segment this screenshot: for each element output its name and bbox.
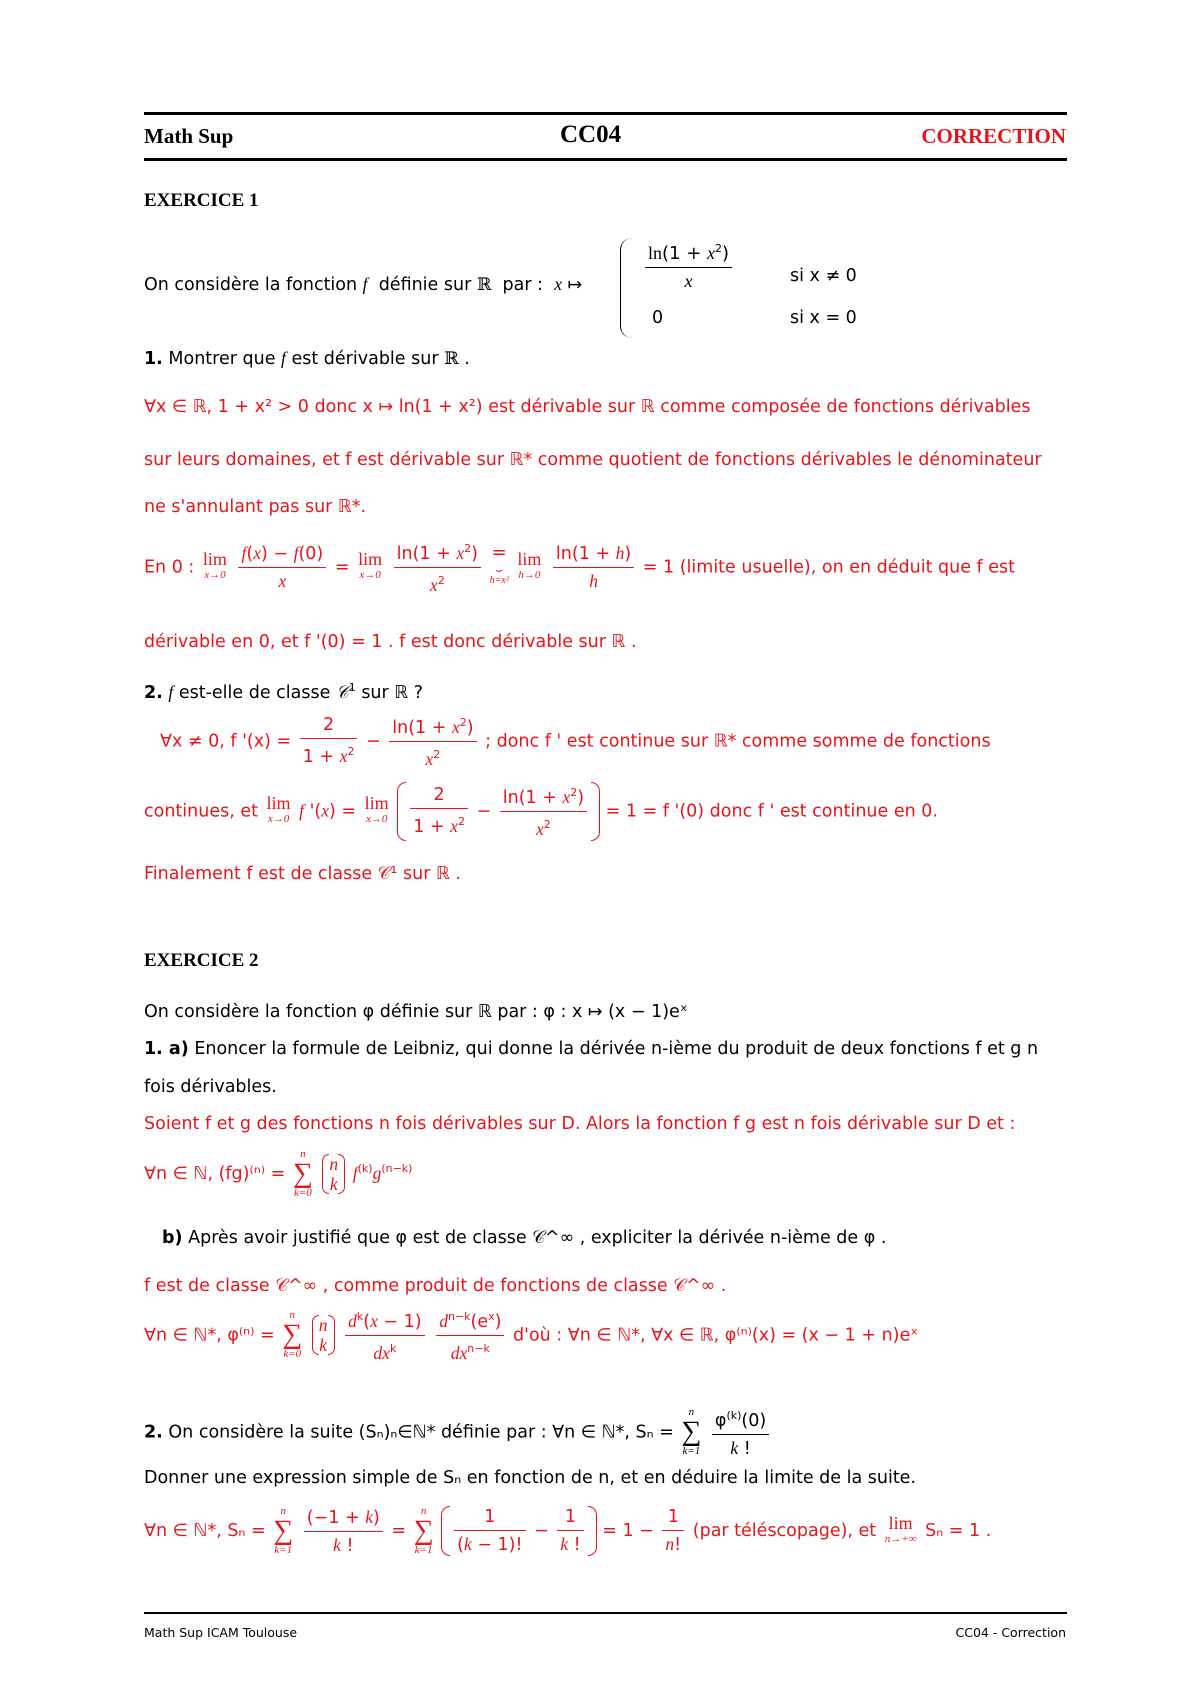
ex1-answer-1-line3: ne s'annulant pas sur ℝ*. xyxy=(144,497,367,517)
ex2-intro: On considère la fonction φ définie sur ℝ par : φ : x ↦ (x − 1)eˣ xyxy=(144,1002,688,1022)
ex2-question-2-line2: Donner une expression simple de Sₙ en fonction de n, et en déduire la limite de la suite. xyxy=(144,1468,917,1488)
footer-right: CC04 - Correction xyxy=(955,1625,1066,1640)
case1-cond: si x ≠ 0 xyxy=(790,266,857,286)
ex1-answer-1-line2: sur leurs domaines, et f est dérivable sur ℝ* comme quotient de fonctions dérivables le dénominateur xyxy=(144,450,1042,470)
ex2-answer-1b-line1: f est de classe 𝒞^∞ , comme produit de fonctions de classe 𝒞^∞ . xyxy=(144,1276,727,1296)
header-left: Math Sup xyxy=(144,124,234,148)
ex1-answer-1-limit: En 0 : lim x→0 $\frac{f(x) - f(0)}{x}$ = lim x→0 $\frac{\ln(1 + x^2)}{x^2}$ = ⏟ h=x² lim h→0 $\frac{\ln(1 + h)}{h}$ = 1 (limite usuelle), on en déduit que f est xyxy=(144,538,1015,597)
ex2-question-2: 2. On considère la suite (Sₙ)ₙ∈ℕ* définie par : ∀n ∈ ℕ*, Sₙ = n ∑ k=1 $\frac{\varphi^{(k)}(0)}{k !}$ xyxy=(144,1405,772,1460)
brace xyxy=(620,238,634,338)
footer-rule xyxy=(144,1612,1067,1614)
ex1-answer-2-line3: Finalement f est de classe 𝒞¹ sur ℝ . xyxy=(144,864,461,884)
ex2-answer-1a-leibniz: ∀n ∈ ℕ, (fg)⁽ⁿ⁾ = n ∑ k=0 n k $f^{(k)}g^{(n-k)}$ xyxy=(144,1148,413,1199)
ex1-answer-1-line5: dérivable en 0, et f '(0) = 1 . f est donc dérivable sur ℝ . xyxy=(144,632,637,652)
ex1-answer-2-line2: continues, et lim x→0 f '(x) = lim x→0 $\frac{2}{1 + x^2}$ − $\frac{\ln(1 + x^2)}{x^2}$ = 1 = f '(0) donc f ' est continue en 0. xyxy=(144,782,938,841)
ex1-question-1: 1. Montrer que f est dérivable sur ℝ . xyxy=(144,348,470,369)
header-top-rule xyxy=(144,112,1067,115)
header-bottom-rule xyxy=(144,158,1067,161)
case2-val: 0 xyxy=(652,308,664,328)
footer-left: Math Sup ICAM Toulouse xyxy=(144,1625,298,1640)
ex1-answer-1-line1: ∀x ∈ ℝ, 1 + x² > 0 donc x ↦ ln(1 + x²) est dérivable sur ℝ comme composée de fonctions dérivables xyxy=(144,397,1031,417)
ex2-question-1b: b) Après avoir justifié que φ est de classe 𝒞^∞ , expliciter la dérivée n-ième de φ . xyxy=(162,1228,887,1248)
header-center: CC04 xyxy=(560,121,622,148)
exercise-2-title: EXERCICE 2 xyxy=(144,950,259,971)
ex2-answer-1a-line1: Soient f et g des fonctions n fois dérivables sur D. Alors la fonction f g est n fois dérivable sur D et : xyxy=(144,1114,1016,1134)
ex2-question-1a: 1. a) Enoncer la formule de Leibniz, qui donne la dérivée n-ième du produit de deux fonctions f et g n xyxy=(144,1039,1039,1059)
case2-cond: si x = 0 xyxy=(790,308,857,328)
ex2-answer-2: ∀n ∈ ℕ*, Sₙ = n ∑ k=1 $\frac{(-1 + k)}{k !}$ = n ∑ k=1 $\frac{1}{(k - 1)!}$ − $\frac{1}{k !}$ = 1 − $\frac{1}{n!}$ (par téléscopage), et lim n→+∞ Sₙ = 1 . xyxy=(144,1505,992,1556)
ex1-answer-2-line1: ∀x ≠ 0, f '(x) = $\frac{2}{1 + x^2}$ − $\frac{\ln(1 + x^2)}{x^2}$ ; donc f ' est continue sur ℝ* comme somme de fonctions xyxy=(160,712,991,771)
ex1-intro: On considère la fonction f définie sur ℝ par : x ↦ xyxy=(144,274,583,295)
ex2-question-1a-line2: fois dérivables. xyxy=(144,1077,277,1097)
exercise-1-title: EXERCICE 1 xyxy=(144,190,259,211)
ex2-answer-1b-line2: ∀n ∈ ℕ*, φ⁽ⁿ⁾ = n ∑ k=0 n k $\frac{d^k(x - 1)}{dx^k}$ $\frac{d^{n-k}(e^x)}{dx^{n-k}}$ d'où : ∀n ∈ ℕ*, ∀x ∈ ℝ, φ⁽ⁿ⁾(x) = (x − 1 + n)eˣ xyxy=(144,1306,918,1365)
header-right: CORRECTION xyxy=(921,124,1066,148)
piecewise-definition: $\frac{\ln(1 + x^2)}{x}$ si x ≠ 0 0 si x = 0 xyxy=(620,238,920,338)
ex1-question-2: 2. f est-elle de classe 𝒞$^1$ sur ℝ ? xyxy=(144,681,423,703)
